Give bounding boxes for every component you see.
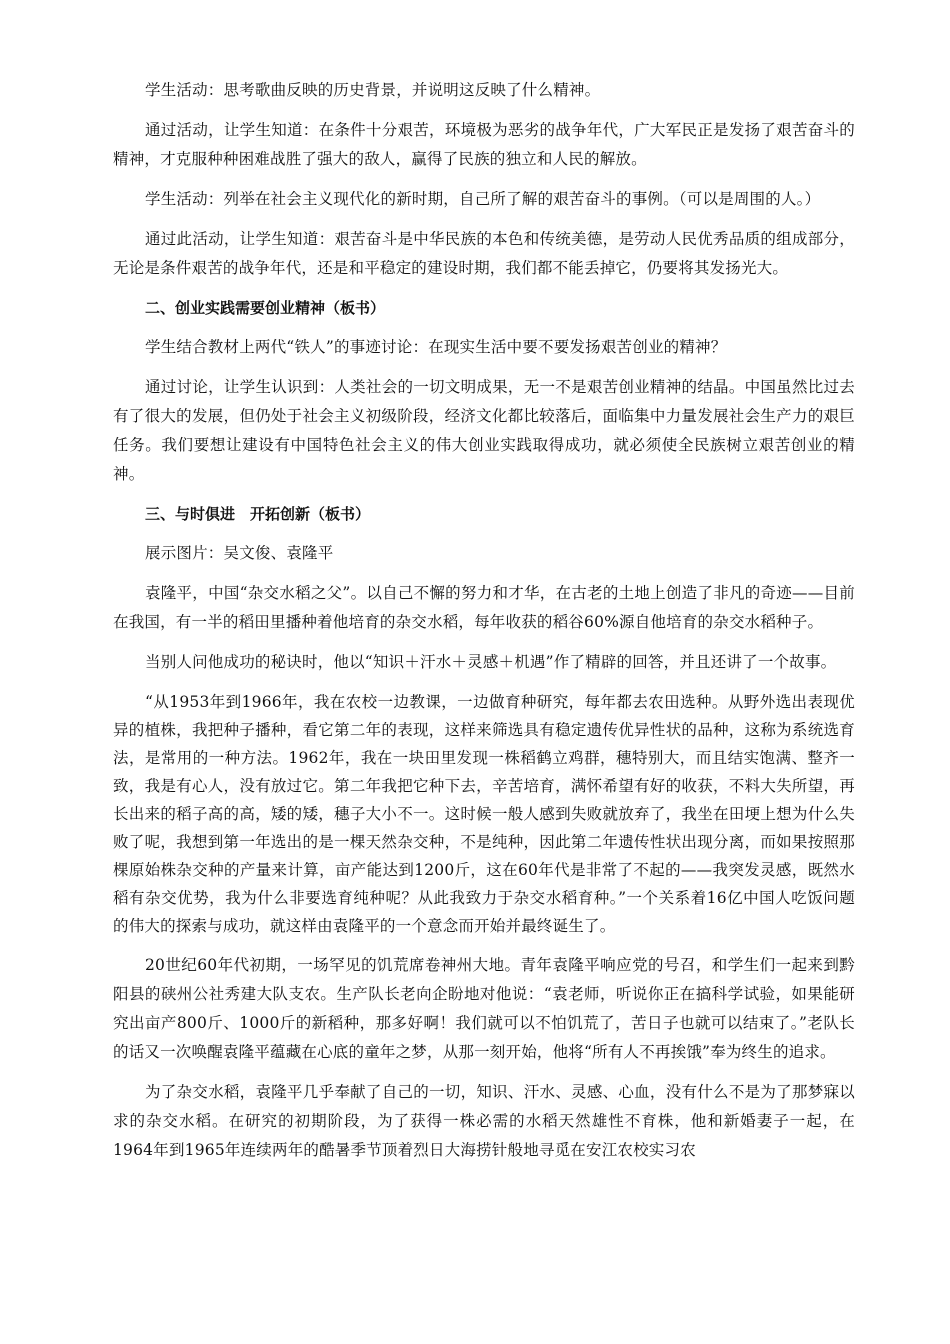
paragraph-success-secret: 当别人问他成功的秘诀时，他以“知识＋汗水＋灵感＋机遇”作了精辟的回答，并且还讲了一个故事。: [145, 653, 837, 671]
paragraph-famine-1960s: 20世纪60年代初期，一场罕见的饥荒席卷神州大地。青年袁隆平响应党的号召，和学生们一起来到黔阳县的硖州公社秀建大队支农。生产队长老向企盼地对他说：“袁老师，听说你正在搞科学试验，如果能研究出亩产800斤、1000斤的新稻种，那多好啊！我们就可以不怕饥荒了，苦日子也就可以结束了。”老队长的话又一次唤醒袁隆平蕴藏在心底的童年之梦，从那一刻开始，他将“所有人不再挨饿”奉为终生的追求。: [113, 956, 855, 1061]
paragraph-student-activity-song: 学生活动：思考歌曲反映的历史背景，并说明这反映了什么精神。: [145, 81, 601, 99]
document-page: [113, 76, 855, 1176]
section-heading-entrepreneurship: 二、创业实践需要创业精神（板书）: [145, 299, 386, 317]
paragraph-story-quote: “从1953年到1966年，我在农校一边教课，一边做育种研究，每年都去农田选种。从野外选出表现优异的植株，我把种子播种，看它第二年的表现，这样来筛选具有稳定遗传优异性状的品种，这称为系统选育法，是常用的一种方法。1962年，我在一块田里发现一株稻鹤立鸡群，穗特别大，而且结实饱满、整齐一致，我是有心人，没有放过它。第二年我把它种下去，辛苦培育，满怀希望有好的收获，不料大失所望，再长出来的稻子高的高，矮的矮，穗子大小不一。这时候一般人感到失败就放弃了，我坐在田埂上想为什么失败了呢，我想到第一年选出的是一棵天然杂交种，不是纯种，因此第二年遗传性状出现分离，而如果按照那棵原始株杂交种的产量来计算，亩产能达到1200斤，这在60年代是非常了不起的——我突发灵感，既然水稻有杂交优势，我为什么非要选育纯种呢？从此我致力于杂交水稻育种。”一个关系着16亿中国人吃饭问题的伟大的探索与成功，就这样由袁隆平的一个意念而开始并最终诞生了。: [113, 693, 855, 935]
paragraph-civilization-achievements: 通过讨论，让学生认识到：人类社会的一切文明成果，无一不是艰苦创业精神的结晶。中国虽然比过去有了很大的发展，但仍处于社会主义初级阶段，经济文化都比较落后，面临集中力量发展社会生产力的艰巨任务。我们要想让建设有中国特色社会主义的伟大创业实践取得成功，就必须使全民族树立艰苦创业的精神。: [113, 378, 855, 483]
paragraph-yuan-longping-intro: 袁隆平，中国“杂交水稻之父”。以自己不懈的努力和才华，在古老的土地上创造了非凡的奇迹——目前在我国，有一半的稻田里播种着他培育的杂交水稻，每年收获的稻谷60%源自他培育的杂交水稻种子。: [113, 584, 855, 631]
paragraph-iron-man-discussion: 学生结合教材上两代“铁人”的事迹讨论：在现实生活中要不要发扬艰苦创业的精神？: [145, 338, 727, 356]
section-heading-innovation: 三、与时俱进 开拓创新（板书）: [145, 505, 371, 523]
paragraph-war-era-spirit: 通过活动，让学生知道：在条件十分艰苦，环境极为恶劣的战争年代，广大军民正是发扬了艰苦奋斗的精神，才克服种种困难战胜了强大的敌人，赢得了民族的独立和人民的解放。: [113, 121, 855, 168]
paragraph-show-pictures: 展示图片：吴文俊、袁隆平: [145, 544, 334, 562]
paragraph-dedication: 为了杂交水稻，袁隆平几乎奉献了自己的一切，知识、汗水、灵感、心血，没有什么不是为了那梦寐以求的杂交水稻。在研究的初期阶段，为了获得一株必需的水稻天然雄性不育株，他和新婚妻子一起，在1964年到1965年连续两年的酷暑季节顶着烈日大海捞针般地寻觅在安江农校实习农: [113, 1083, 855, 1159]
paragraph-hard-work-tradition: 通过此活动，让学生知道：艰苦奋斗是中华民族的本色和传统美德，是劳动人民优秀品质的组成部分，无论是条件艰苦的战争年代，还是和平稳定的建设时期，我们都不能丢掉它，仍要将其发扬光大。: [113, 230, 855, 277]
paragraph-student-activity-examples: 学生活动：列举在社会主义现代化的新时期，自己所了解的艰苦奋斗的事例。（可以是周围的人。）: [145, 190, 821, 208]
